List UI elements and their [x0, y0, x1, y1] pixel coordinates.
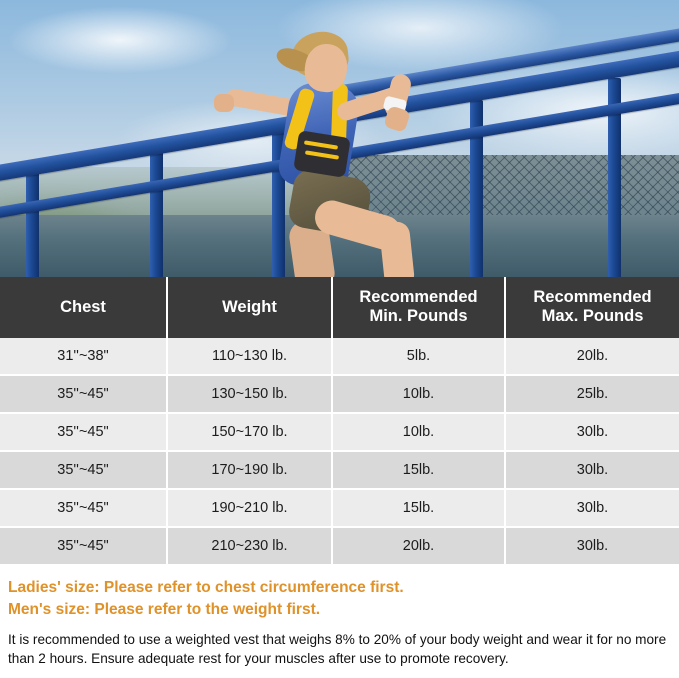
cell-weight: 150~170 lb. — [167, 413, 332, 451]
column-header-recommended-max — [505, 277, 679, 338]
hero-image — [0, 0, 679, 277]
cell-weight: 210~230 lb. — [167, 527, 332, 565]
cell-max-pounds: 30lb. — [505, 489, 679, 527]
cell-min-pounds: 15lb. — [332, 489, 505, 527]
cell-min-pounds: 20lb. — [332, 527, 505, 565]
table-header-row — [0, 277, 679, 338]
bridge-post — [150, 152, 163, 277]
cell-max-pounds: 30lb. — [505, 527, 679, 565]
column-header-weight: Weight — [167, 277, 332, 338]
table-row — [0, 451, 679, 489]
cell-min-pounds: 10lb. — [332, 413, 505, 451]
ladies-size-note: Ladies' size: Please refer to chest circumference first. — [8, 578, 404, 596]
cell-weight: 110~130 lb. — [167, 338, 332, 375]
column-header-min-line2: Min. Pounds — [369, 307, 468, 326]
usage-recommendation-note: It is recommended to use a weighted vest that weighs 8% to 20% of your body weight and wear it for no more than 2 hours. Ensure adequate rest for your muscles after use to promote recovery. — [8, 631, 667, 667]
cell-weight: 130~150 lb. — [167, 375, 332, 413]
cell-min-pounds: 15lb. — [332, 451, 505, 489]
cell-min-pounds: 5lb. — [332, 338, 505, 375]
cell-chest: 35''~45" — [0, 375, 167, 413]
table-row — [0, 375, 679, 413]
mens-size-note: Men's size: Please refer to the weight first. — [8, 600, 321, 618]
cell-max-pounds: 20lb. — [505, 338, 679, 375]
cell-weight: 170~190 lb. — [167, 451, 332, 489]
table-row — [0, 489, 679, 527]
column-header-min-line1: Recommended — [359, 288, 478, 306]
runner-figure — [196, 22, 416, 277]
runner-back-hand — [214, 94, 234, 112]
cell-chest: 35''~45" — [0, 451, 167, 489]
column-header-max-line2: Max. Pounds — [541, 307, 644, 326]
cell-chest: 35''~45" — [0, 413, 167, 451]
size-chart-table — [0, 277, 679, 566]
column-header-max-line1: Recommended — [533, 288, 652, 306]
table-row — [0, 413, 679, 451]
bridge-post — [26, 172, 39, 277]
cell-chest: 35''~45" — [0, 489, 167, 527]
cell-chest: 31''~38" — [0, 338, 167, 375]
cell-max-pounds: 25lb. — [505, 375, 679, 413]
cell-weight: 190~210 lb. — [167, 489, 332, 527]
table-row — [0, 338, 679, 375]
table-row — [0, 527, 679, 565]
cell-min-pounds: 10lb. — [332, 375, 505, 413]
cell-max-pounds: 30lb. — [505, 413, 679, 451]
cell-max-pounds: 30lb. — [505, 451, 679, 489]
column-header-chest: Chest — [0, 277, 167, 338]
notes-section — [0, 566, 679, 669]
runner-front-shin — [379, 221, 416, 277]
cell-chest: 35''~45" — [0, 527, 167, 565]
column-header-recommended-min — [332, 277, 505, 338]
